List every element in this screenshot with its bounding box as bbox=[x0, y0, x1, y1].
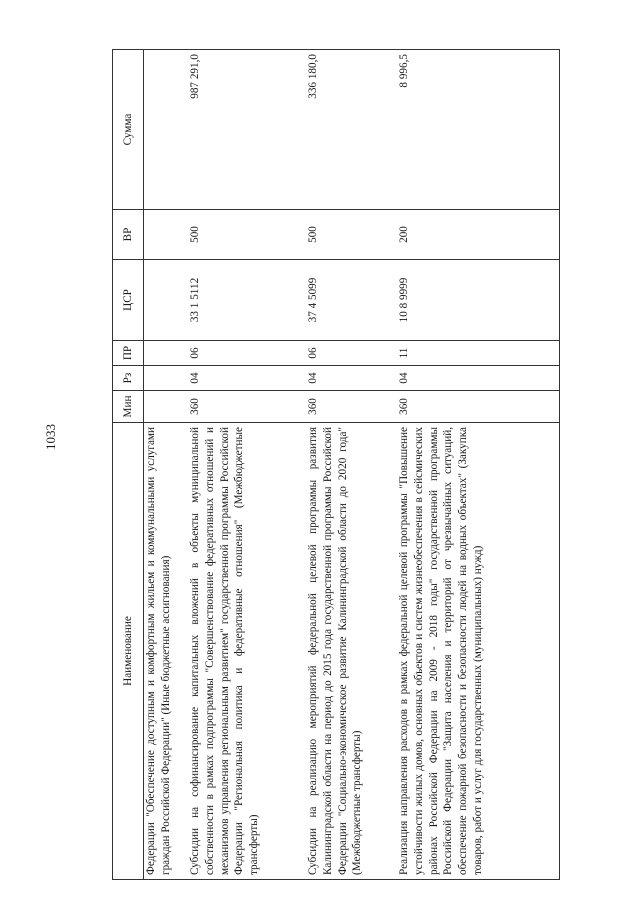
row-min: 360 bbox=[397, 391, 560, 423]
row-vr: 500 bbox=[188, 210, 306, 260]
row-sum: 987 291,0 bbox=[188, 50, 306, 210]
row-vr bbox=[144, 210, 189, 260]
header-min: Мин bbox=[113, 391, 144, 423]
table-row bbox=[144, 50, 189, 880]
row-min: 360 bbox=[306, 391, 397, 423]
table-header-row bbox=[113, 50, 144, 880]
header-pr: ПР bbox=[113, 341, 144, 366]
table-row bbox=[397, 50, 560, 880]
header-name: Наименование bbox=[113, 423, 144, 880]
row-rz bbox=[144, 366, 189, 391]
row-pr: 11 bbox=[397, 341, 560, 366]
row-pr: 06 bbox=[306, 341, 397, 366]
row-pr: 06 bbox=[188, 341, 306, 366]
row-vr: 200 bbox=[397, 210, 560, 260]
row-csr: 33 1 5112 bbox=[188, 260, 306, 341]
row-name: Федерации "Обеспечение доступным и комфортным жильем и коммунальными услугами граждан Российской Федерации" (Иные бюджетные ассигнования) bbox=[144, 423, 189, 880]
rotated-table-container bbox=[112, 50, 612, 880]
row-rz: 04 bbox=[188, 366, 306, 391]
row-name: Субсидии на софинансирование капитальных вложений в объекты муниципальной собственности в рамках подпрограммы "Совершенствование федеративных отношений и механизмов управления региональным развитием" государственной программы Российской Федерации "Региональная политика и федеративные отношения" (Межбюджетные трансферты) bbox=[188, 423, 306, 880]
row-rz: 04 bbox=[397, 366, 560, 391]
row-vr: 500 bbox=[306, 210, 397, 260]
budget-table bbox=[112, 49, 560, 880]
header-vr: ВР bbox=[113, 210, 144, 260]
row-min bbox=[144, 391, 189, 423]
row-pr bbox=[144, 341, 189, 366]
row-csr bbox=[144, 260, 189, 341]
table-row bbox=[306, 50, 397, 880]
row-sum bbox=[144, 50, 189, 210]
row-name: Реализация направления расходов в рамках федеральной целевой программы "Повышение устойчивости жилых домов, основных объектов и систем жизнеобеспечения в сейсмических районах Российской Федерации на 2009 - 2018 годы" государственной программы Российской Федерации "Защита населения и территорий от чрезвычайных ситуаций, обеспечение пожарной безопасности и безопасности людей на водных объектах" (Закупка товаров, работ и услуг для государственных (муниципальных) нужд) bbox=[397, 423, 560, 880]
page-number: 1033 bbox=[43, 424, 58, 450]
row-min: 360 bbox=[188, 391, 306, 423]
header-sum: Сумма bbox=[113, 50, 144, 210]
row-csr: 10 8 9999 bbox=[397, 260, 560, 341]
header-rz: Рз bbox=[113, 366, 144, 391]
row-sum: 336 180,0 bbox=[306, 50, 397, 210]
header-csr: ЦСР bbox=[113, 260, 144, 341]
row-sum: 8 996,5 bbox=[397, 50, 560, 210]
row-rz: 04 bbox=[306, 366, 397, 391]
row-csr: 37 4 5099 bbox=[306, 260, 397, 341]
table-row bbox=[188, 50, 306, 880]
row-name: Субсидии на реализацию мероприятий федеральной целевой программы развития Калининградской области на период до 2015 года государственной программы Российской Федерации "Социально-экономическое развитие Калининградской области до 2020 года" (Межбюджетные трансферты) bbox=[306, 423, 397, 880]
